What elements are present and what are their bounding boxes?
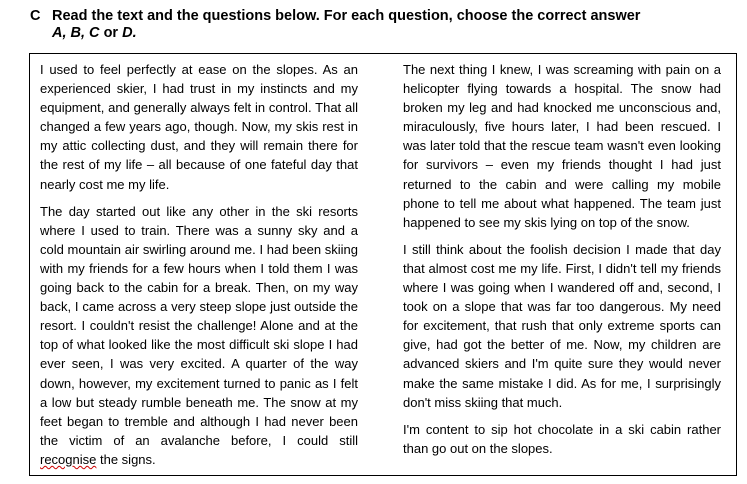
paragraph <box>40 202 358 469</box>
task-instruction <box>30 8 740 42</box>
spellcheck-word: recognise <box>40 451 97 467</box>
paragraph: I used to feel perfectly at ease on the slopes. As an experienced skier, I had trust in my instincts and my equipment, and generally always felt in control. That all changed a few years ago, though. Now, my skis rest in my attic collecting dust, and they will remain there for the rest of my life – all because of one fateful day that nearly cost me my life. <box>40 62 358 192</box>
instruction-text: Read the text and the questions below. For each question, choose the correct answer <box>52 8 641 24</box>
paragraph-body: The day started out like any other in the ski resorts where I used to train. There was a sunny sky and a cold mountain air swirling around me. I had been skiing with my friends for a few hours when I told them I was going back to the cabin for a break. Then, on my way back, I came across a very steep slope just outside the resort. I couldn't resist the challenge! Alone and at the top of what looked like the most difficult ski slope I had ever seen, I was very excited. A quarter of the way down, however, my excitement turned to panic as I felt a low but steady rumble beneath me. The snow at my feet began to tremble and although I had never been the victim of an avalanche before, I could still <box>40 203 358 448</box>
paragraph: I'm content to sip hot chocolate in a ski cabin rather than go out on the slopes. <box>403 421 721 456</box>
section-letter: C <box>30 8 41 24</box>
answer-option-d: D. <box>122 25 137 41</box>
text-column-left <box>40 60 358 477</box>
instruction-line-2 <box>30 25 740 42</box>
or-word: or <box>103 25 119 41</box>
reading-text-box <box>29 53 737 476</box>
instruction-line-1 <box>30 8 740 25</box>
paragraph: I still think about the foolish decision I made that day that almost cost me my life. First, I didn't tell my friends where I was going when I wandered off and, second, I took on a slope that was far too dangerous. My need for excitement, that rush that only extreme sports can give, had got the better of me. Now, my children are advanced skiers and I'm quite sure they would never make the same mistake I did. As for me, I surprisingly don't miss skiing that much. <box>403 241 721 410</box>
answer-options: A, B, C <box>52 25 100 41</box>
paragraph-tail: the signs. <box>100 451 156 467</box>
paragraph: The next thing I knew, I was screaming with pain on a helicopter flying towards a hospital. The snow had broken my leg and had knocked me unconscious and, miraculously, five hours later, I had been rescued. I was later told that the rescue team wasn't even looking for survivors – even my friends thought I had just returned to the cabin and were calling my mobile phone to tell me about what happened. The team just happened to see my skis lying on top of the snow. <box>403 62 721 230</box>
text-column-right <box>403 60 721 466</box>
